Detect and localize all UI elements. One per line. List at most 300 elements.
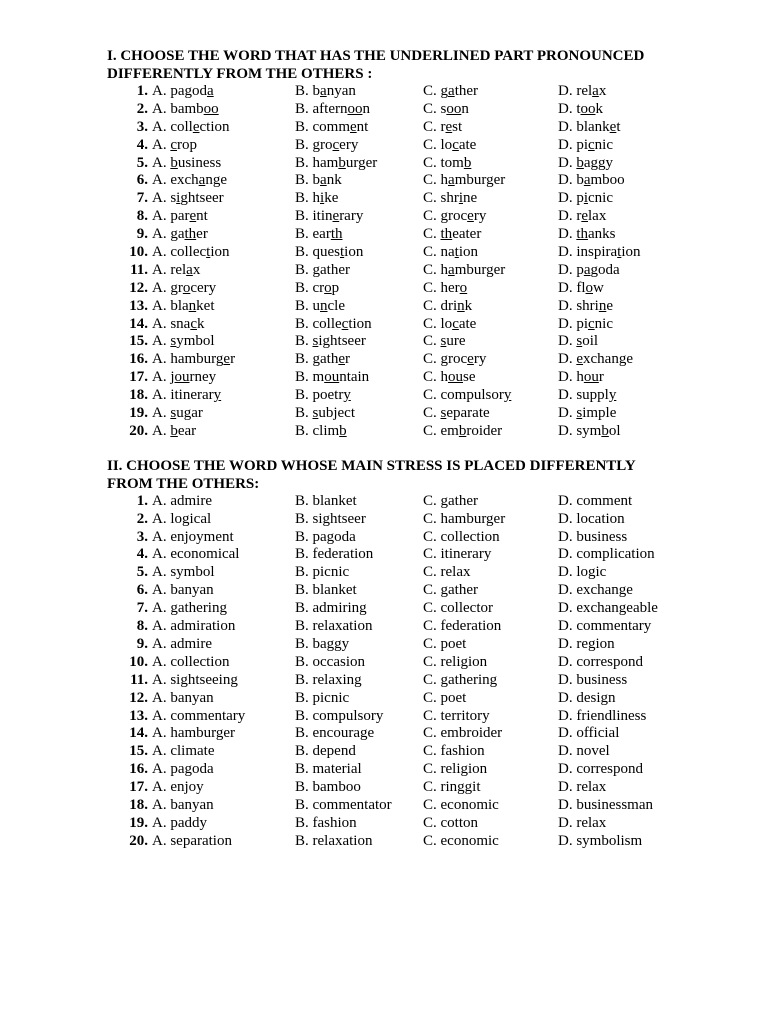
option-c: C. religion [423, 653, 488, 670]
option-text: oil [582, 333, 599, 350]
underlined-part: t [454, 244, 459, 261]
option-a [152, 333, 215, 351]
underlined-part: e [445, 118, 453, 135]
option-text: B. poetr [295, 387, 344, 404]
option-text: A. sna [152, 315, 191, 332]
option-b: B. admiring [295, 600, 367, 617]
question-row [107, 262, 707, 280]
option-text: k [464, 297, 473, 314]
option-text: A. s [152, 190, 177, 207]
underlined-part: s [312, 405, 319, 422]
option-b: B. fashion [295, 814, 357, 831]
option-b [295, 298, 345, 316]
option-text: r [230, 351, 236, 368]
option-text: e [606, 297, 614, 314]
option-c: C. gathering [423, 671, 498, 688]
question-row [107, 208, 707, 226]
underlined-part: b [576, 154, 584, 171]
underlined-part: n [320, 297, 328, 314]
option-text: B. ques [295, 244, 340, 261]
option-b [295, 423, 347, 441]
option-c [423, 101, 469, 119]
option-a: A. commentary [152, 707, 246, 724]
option-a [152, 190, 224, 208]
option-a [152, 387, 221, 405]
question-row [107, 298, 707, 316]
option-text: nic [594, 315, 613, 332]
option-d [558, 316, 613, 334]
option-text: eater [452, 226, 482, 243]
option-b: B. encourage [295, 725, 375, 742]
option-text: A. [152, 422, 171, 439]
question-number: 18. [129, 796, 148, 813]
underlined-part: th [576, 226, 589, 243]
option-c: C. hamburger [423, 510, 506, 527]
option-text: D. [558, 405, 577, 422]
option-d [558, 423, 621, 441]
question-row [107, 190, 707, 208]
option-text: rary [339, 208, 364, 225]
option-a [152, 172, 227, 190]
option-text: B. u [295, 297, 321, 314]
option-a [152, 262, 200, 280]
option-text: ghtseer [180, 190, 224, 207]
question-row [107, 493, 707, 511]
section-heading-line: DIFFERENTLY FROM THE OTHERS : [107, 66, 373, 82]
option-d: D. exchange [558, 582, 633, 599]
underlined-part: a [186, 261, 193, 278]
option-d [558, 83, 606, 101]
question-number: 2. [136, 100, 148, 117]
question-number: 9. [136, 635, 148, 652]
underlined-part: y [503, 387, 512, 404]
option-text: cle [327, 297, 345, 314]
option-b [295, 119, 368, 137]
question-row [107, 511, 707, 529]
option-text: mboo [590, 172, 625, 189]
question-number: 14. [129, 725, 148, 742]
option-text: D. sym [558, 422, 602, 439]
option-c: C. poet [423, 689, 467, 706]
question-row [107, 815, 707, 833]
option-text: nk [326, 172, 342, 189]
question-row [107, 351, 707, 369]
option-d [558, 280, 604, 298]
option-b [295, 208, 363, 226]
option-text: B. clim [295, 422, 340, 439]
option-text: A. itinerar [152, 387, 214, 404]
option-text: C. groc [423, 208, 468, 225]
option-b: B. pagoda [295, 528, 356, 545]
underlined-part: c [190, 315, 197, 332]
option-text: D. [558, 351, 577, 368]
underlined-part: a [198, 172, 206, 189]
underlined-part: e [576, 351, 584, 368]
question-row [107, 582, 707, 600]
question-number: 12. [129, 689, 148, 706]
option-b: B. picnic [295, 564, 350, 581]
underlined-part: a [583, 172, 591, 189]
underlined-part: a [207, 83, 214, 99]
underlined-part: s [440, 333, 447, 350]
question-number: 3. [136, 118, 148, 135]
option-d: D. official [558, 725, 620, 742]
underlined-part: th [330, 226, 343, 243]
underlined-part: th [184, 226, 197, 243]
underlined-part: e [609, 118, 617, 135]
option-text: ery [339, 136, 359, 153]
question-number: 15. [129, 333, 148, 350]
option-b: B. depend [295, 743, 356, 760]
option-text: x [192, 261, 201, 278]
option-a [152, 423, 196, 441]
section-heading-line: II. CHOOSE THE WORD WHOSE MAIN STRESS IS PLACED DIFFERENTLY [107, 457, 636, 474]
question-number: 2. [136, 510, 148, 527]
option-c: C. cotton [423, 814, 478, 831]
underlined-part: oo [446, 100, 462, 117]
option-a [152, 119, 230, 137]
option-text: r [345, 351, 351, 368]
option-text: ion [210, 244, 230, 261]
question-row [107, 387, 707, 405]
underlined-part: o [459, 279, 468, 296]
underlined-part: s [312, 333, 319, 350]
option-b: B. blanket [295, 582, 357, 599]
option-d: D. symbolism [558, 832, 643, 849]
option-text: ather [320, 261, 350, 278]
option-d: D. relax [558, 779, 607, 796]
option-b [295, 190, 338, 208]
option-text: C. compulsor [423, 387, 504, 404]
question-row [107, 564, 707, 582]
question-row [107, 333, 707, 351]
question-number: 13. [129, 707, 148, 724]
question-number: 11. [130, 671, 148, 688]
option-b [295, 369, 369, 387]
option-text: x [598, 83, 607, 99]
option-text: A. pagod [152, 83, 207, 99]
option-a: A. enjoy [152, 779, 204, 796]
option-text: nt [356, 118, 369, 135]
underlined-part: c [341, 315, 349, 332]
option-a [152, 101, 219, 119]
option-text: B. gath [295, 351, 339, 368]
option-b [295, 137, 358, 155]
option-text: ymbol [176, 333, 215, 350]
option-c [423, 190, 477, 208]
option-text: B. aftern [295, 100, 348, 117]
exercise-section [107, 457, 707, 851]
option-text: B. ear [295, 226, 331, 243]
option-a [152, 369, 216, 387]
option-c: C. itinerary [423, 546, 492, 563]
option-text: n [461, 100, 469, 117]
question-number: 6. [136, 582, 148, 599]
question-number: 14. [129, 315, 148, 332]
question-number: 10. [129, 653, 148, 670]
option-text: r [598, 369, 604, 386]
option-text: ear [177, 422, 197, 439]
underlined-part: e [192, 118, 200, 135]
option-c [423, 137, 476, 155]
option-c: C. fashion [423, 743, 485, 760]
question-row [107, 172, 707, 190]
underlined-part: t [206, 244, 211, 261]
option-a [152, 351, 235, 369]
option-text: A. rel [152, 261, 187, 278]
option-c: C. relax [423, 564, 471, 581]
option-d: D. correspond [558, 761, 643, 778]
option-text: A. exch [152, 172, 199, 189]
option-a: A. collection [152, 653, 230, 670]
option-text: k [595, 100, 603, 117]
underlined-part: c [452, 136, 459, 153]
option-b [295, 226, 343, 244]
option-b: B. federation [295, 546, 374, 563]
underlined-part: b [463, 154, 472, 171]
underlined-part: e [467, 351, 474, 368]
underlined-part: o [324, 279, 332, 296]
option-c [423, 262, 505, 280]
question-number: 8. [136, 618, 148, 635]
option-c: C. economic [423, 796, 499, 813]
underlined-part: ou [448, 369, 464, 386]
option-text: ol [608, 422, 621, 439]
option-d: D. relax [558, 814, 607, 831]
option-text: ate [458, 136, 477, 153]
option-a: A. admire [152, 635, 212, 652]
underlined-part: ou [583, 369, 599, 386]
option-text: D. pi [558, 315, 588, 332]
option-text: B. colle [295, 315, 342, 332]
option-a: A. paddy [152, 814, 207, 831]
option-text: aggy [583, 154, 614, 171]
option-b: B. blanket [295, 492, 357, 509]
option-text: n [362, 100, 370, 117]
option-text: ne [463, 190, 478, 207]
option-b: B. relaxing [295, 671, 362, 688]
option-c [423, 244, 478, 262]
option-text: A. par [152, 208, 190, 225]
option-text: C. [423, 226, 441, 243]
option-text: A. ga [152, 226, 185, 243]
option-c: C. gather [423, 492, 478, 509]
question-row [107, 797, 707, 815]
option-c [423, 316, 476, 334]
underlined-part: o [585, 279, 593, 296]
option-d: D. exchangeable [558, 600, 658, 617]
option-b [295, 351, 350, 369]
option-d [558, 172, 625, 190]
option-a: A. banyan [152, 689, 214, 706]
option-text: D. h [558, 369, 584, 386]
question-row [107, 654, 707, 672]
question-row [107, 600, 707, 618]
question-number: 18. [129, 387, 148, 404]
underlined-part: g [312, 261, 321, 278]
option-c [423, 155, 471, 173]
option-a: A. enjoyment [152, 528, 234, 545]
option-a: A. symbol [152, 564, 215, 581]
option-text: B. [295, 333, 313, 350]
option-text: C. [423, 405, 441, 422]
option-b: B. baggy [295, 635, 350, 652]
option-text: B. [295, 261, 313, 278]
option-a: A. hamburger [152, 725, 236, 742]
option-d: D. comment [558, 492, 633, 509]
underlined-part: y [213, 387, 222, 404]
option-b [295, 333, 366, 351]
question-row [107, 618, 707, 636]
option-a: A. admiration [152, 618, 236, 635]
underlined-part: ou [324, 369, 340, 386]
option-text: ugar [176, 405, 203, 422]
option-text: rney [189, 369, 217, 386]
underlined-part: y [343, 387, 351, 404]
question-number: 1. [136, 83, 148, 99]
option-d [558, 262, 620, 280]
option-text: nt [196, 208, 208, 225]
underlined-part: n [188, 297, 197, 314]
option-text: D. fl [558, 279, 586, 296]
option-b: B. sightseer [295, 510, 366, 527]
question-row [107, 83, 707, 101]
option-text: urger [345, 154, 378, 171]
underlined-part: e [332, 208, 340, 225]
option-text: eparate [446, 405, 490, 422]
question-number: 17. [129, 779, 148, 796]
question-number: 19. [129, 814, 148, 831]
question-number: 11. [130, 261, 148, 278]
option-d: D. complication [558, 546, 655, 563]
underlined-part: s [440, 405, 447, 422]
option-a [152, 83, 214, 101]
option-text: t [616, 118, 621, 135]
underlined-part: i [320, 190, 325, 207]
question-number: 7. [136, 190, 148, 207]
option-text: ke [324, 190, 339, 207]
underlined-part: b [170, 422, 178, 439]
option-d: D. business [558, 671, 628, 688]
option-d: D. correspond [558, 653, 643, 670]
underlined-part: s [576, 333, 583, 350]
option-text: anks [588, 226, 616, 243]
question-number: 13. [129, 297, 148, 314]
question-number: 7. [136, 600, 148, 617]
option-text: D. pi [558, 136, 588, 153]
option-c [423, 172, 505, 190]
option-text: mburger [454, 172, 506, 189]
option-text: C. [423, 333, 441, 350]
option-d [558, 155, 613, 173]
underlined-part: th [440, 226, 453, 243]
option-b: B. commentator [295, 796, 392, 813]
option-b [295, 262, 350, 280]
option-text: ther [454, 83, 479, 99]
underlined-part: t [340, 244, 345, 261]
option-text: C. s [423, 100, 447, 117]
option-text: nic [594, 136, 613, 153]
option-text: lax [588, 208, 607, 225]
option-a [152, 316, 205, 334]
question-row [107, 529, 707, 547]
underlined-part: i [458, 190, 464, 207]
option-text: B. ham [295, 154, 339, 171]
option-text: C. groc [423, 351, 468, 368]
exercise-section [107, 47, 707, 441]
underlined-part: oo [347, 100, 363, 117]
question-number: 19. [129, 405, 148, 422]
option-c: C. economic [423, 832, 499, 849]
underlined-part: b [170, 154, 178, 171]
option-text: B. m [295, 369, 325, 386]
question-number: 15. [129, 743, 148, 760]
option-text: D. inspira [558, 244, 618, 261]
underlined-part: a [448, 172, 455, 189]
option-text: D. blank [558, 118, 610, 135]
option-text: C. h [423, 261, 449, 278]
underlined-part: e [338, 351, 346, 368]
question-row [107, 137, 707, 155]
option-text: cnic [588, 190, 613, 207]
section-heading-line: I. CHOOSE THE WORD THAT HAS THE UNDERLINED PART PRONOUNCED [107, 48, 645, 64]
option-a: A. gathering [152, 600, 227, 617]
underlined-part: a [448, 261, 455, 278]
question-number: 5. [136, 154, 148, 171]
option-c [423, 423, 502, 441]
option-text: p [331, 279, 340, 296]
option-d [558, 244, 641, 262]
option-a: A. economical [152, 546, 240, 563]
underlined-part: a [320, 83, 327, 99]
option-text: imple [582, 405, 617, 422]
option-d [558, 405, 616, 423]
question-number: 5. [136, 564, 148, 581]
option-text: er [196, 226, 208, 243]
option-c [423, 405, 490, 423]
option-a: A. banyan [152, 582, 214, 599]
option-text: B. b [295, 83, 321, 99]
underlined-part: n [598, 297, 607, 314]
question-row [107, 316, 707, 334]
option-a [152, 155, 221, 173]
underlined-part: y [608, 387, 617, 404]
option-b: B. relaxation [295, 832, 373, 849]
option-text: nge [205, 172, 227, 189]
option-text: ntain [339, 369, 370, 386]
option-text: D. p [558, 261, 584, 278]
underlined-part: o [182, 279, 191, 296]
option-d: D. businessman [558, 796, 653, 813]
underlined-part: i [176, 190, 181, 207]
option-b [295, 101, 370, 119]
section-heading [107, 47, 707, 83]
option-text: A. [152, 405, 171, 422]
question-row [107, 636, 707, 654]
option-text: roider [466, 422, 503, 439]
option-d [558, 298, 613, 316]
option-text: C. na [423, 244, 455, 261]
option-b [295, 316, 372, 334]
option-text: goda [590, 261, 620, 278]
option-b: B. relaxation [295, 618, 373, 635]
option-text: ry [473, 208, 487, 225]
option-text: se [463, 369, 476, 386]
option-text: D. shri [558, 297, 599, 314]
option-d [558, 333, 598, 351]
question-number: 10. [129, 244, 148, 261]
question-row [107, 546, 707, 564]
